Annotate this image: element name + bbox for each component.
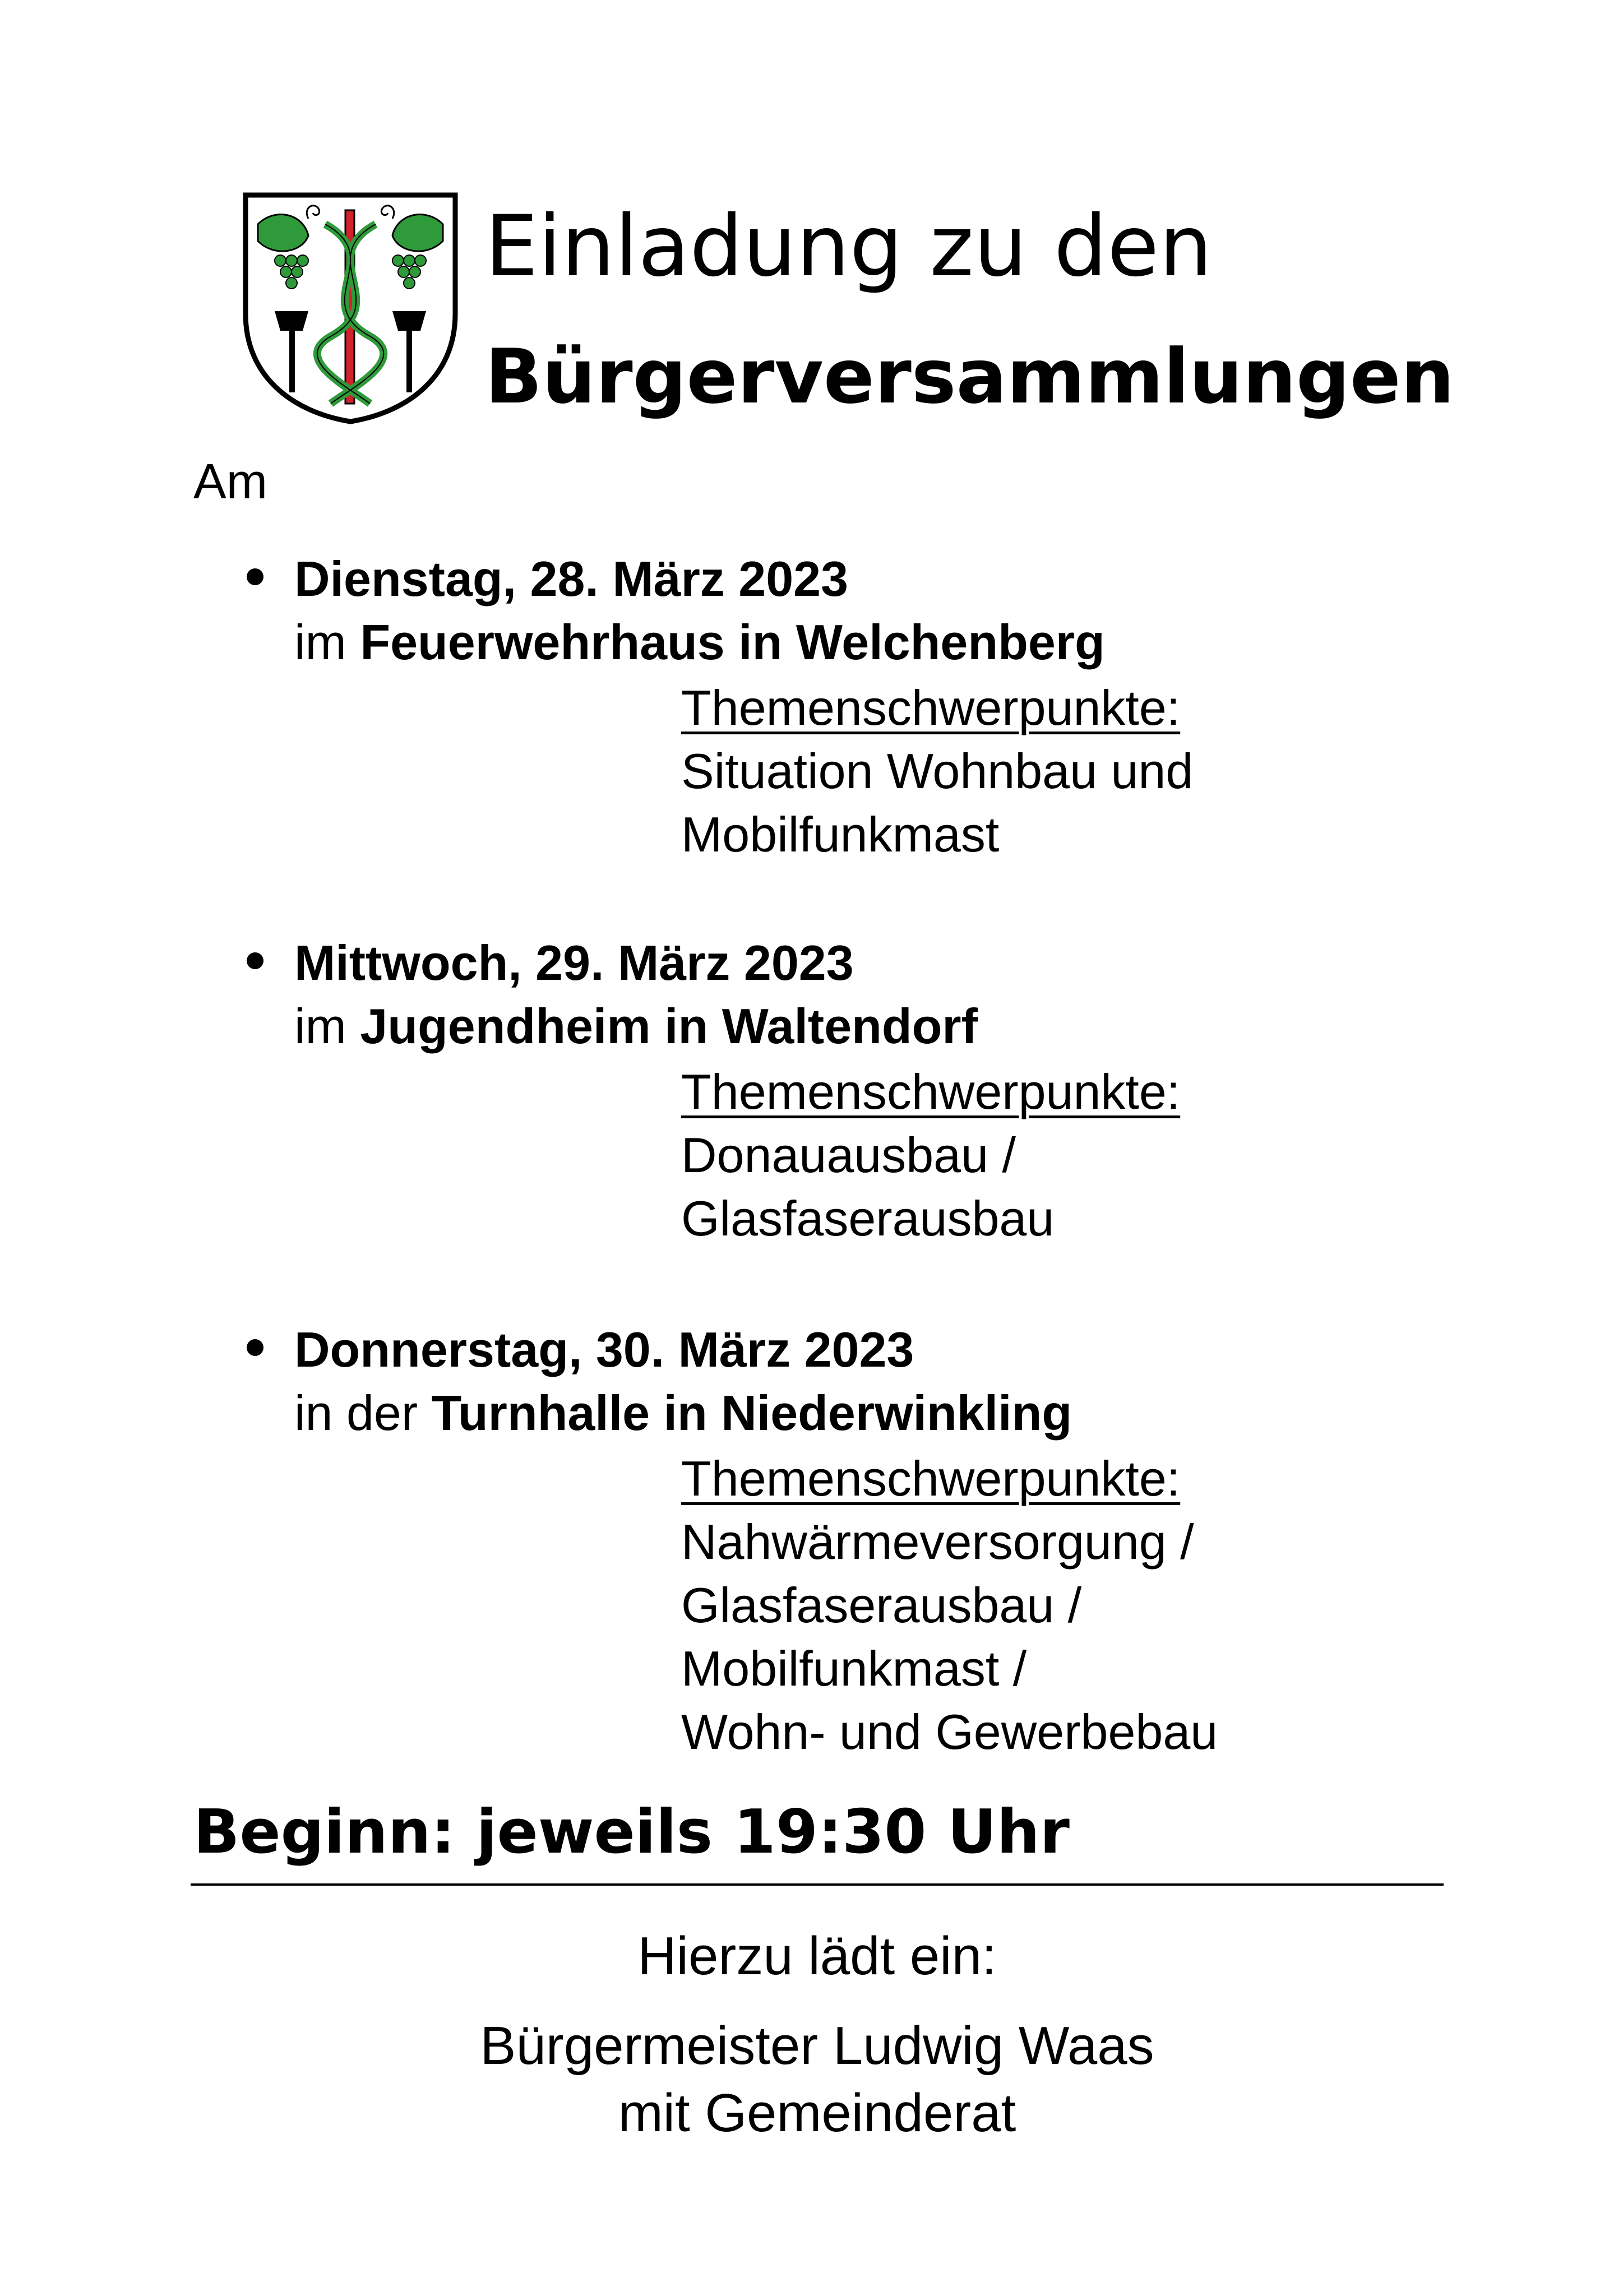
footer-invite: Hierzu lädt ein: [637,1926,997,1986]
event-topics [681,1060,1180,1250]
topic-line: Mobilfunkmast / [681,1641,1027,1696]
bullet-icon [247,1339,263,1356]
event-place-prefix: im [294,614,346,670]
topic-line: Glasfaserausbau [681,1191,1055,1246]
footer-mayor: Bürgermeister Ludwig Waas [480,2016,1154,2076]
topic-line: Donauausbau / [681,1127,1016,1183]
topic-line: Glasfaserausbau / [681,1577,1082,1633]
event-place-name: Feuerwehrhaus in Welchenberg [360,614,1105,670]
intro-text: Am [193,453,267,509]
footer-council: mit Gemeinderat [618,2083,1016,2143]
start-time: Beginn: jeweils 19:30 Uhr [193,1797,1070,1867]
event-date: Mittwoch, 29. März 2023 [294,935,854,990]
topics-heading: Themenschwerpunkte: [681,1451,1181,1506]
event-place-prefix: im [294,998,346,1054]
topic-line: Mobilfunkmast [681,807,1000,862]
event-date: Donnerstag, 30. März 2023 [294,1322,914,1377]
topics-heading: Themenschwerpunkte: [681,680,1181,735]
title-line-1: Einladung zu den [485,198,1213,295]
event-place [294,997,978,1056]
title-line-2: Bürgerversammlungen [485,333,1455,420]
topic-line: Wohn- und Gewerbebau [681,1704,1218,1760]
topic-line: Situation Wohnbau und [681,743,1194,799]
coat-of-arms-icon [241,191,460,426]
event-place-name: Jugendheim in Waltendorf [360,998,978,1054]
event-topics [681,1447,1218,1763]
divider [191,1883,1444,1886]
event-place [294,613,1105,672]
bullet-icon [247,952,263,969]
event-place [294,1383,1072,1443]
event-date: Dienstag, 28. März 2023 [294,551,849,607]
event-place-prefix: in der [294,1385,418,1441]
topics-heading: Themenschwerpunkte: [681,1064,1181,1119]
event-topics [681,676,1193,866]
event-place-name: Turnhalle in Niederwinkling [431,1385,1072,1441]
bullet-icon [247,568,263,585]
topic-line: Nahwärmeversorgung / [681,1514,1194,1570]
